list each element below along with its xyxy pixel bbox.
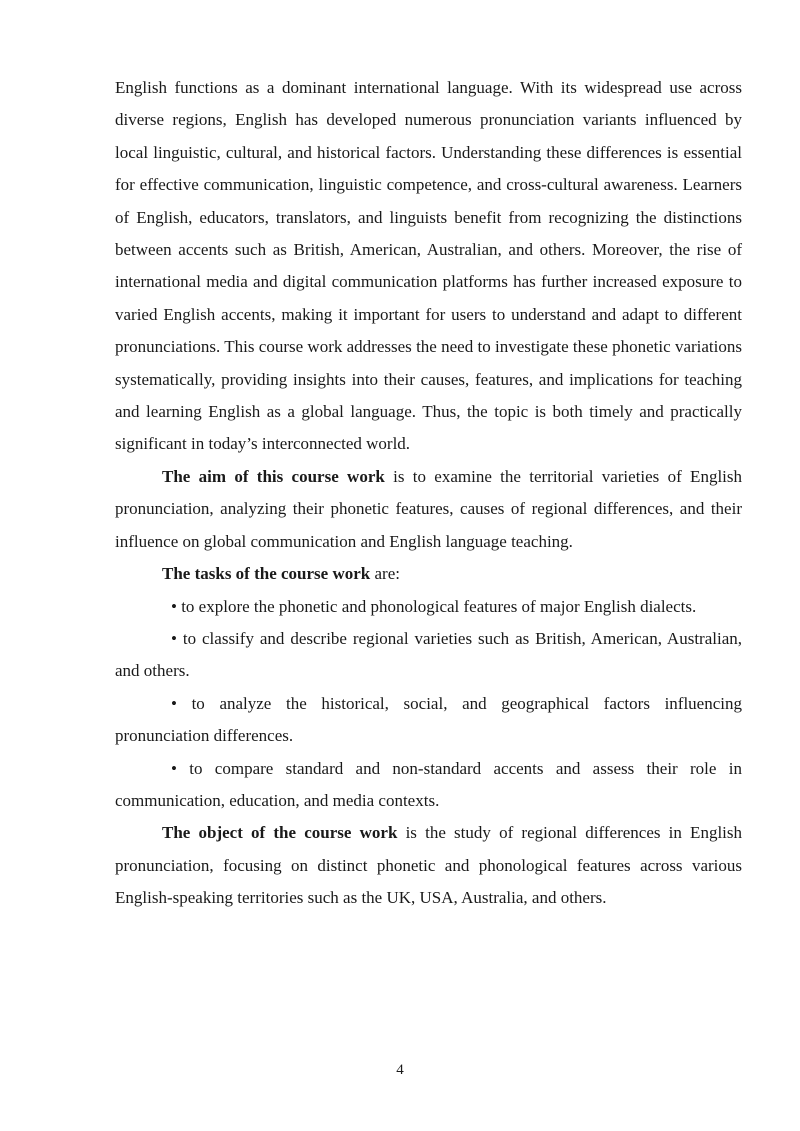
task-item: • to compare standard and non-standard accents and assess their role in communication, education, and media contexts. (115, 758, 742, 810)
task-item: • to analyze the historical, social, and geographical factors influencing pronunciation differences. (115, 693, 742, 746)
aim-text: is to examine the territorial varieties of English pronunciation, analyzing their phonetic features, causes of regional differences, and their influence on global communication and English language teaching. (115, 466, 743, 551)
page-body (115, 72, 742, 915)
page-number: 4 (396, 1062, 404, 1078)
intro-paragraph: English functions as a dominant international language. With its widespread use across diverse regions, English has developed numerous pronunciation variants influenced by local linguistic, cultural, and historical factors. Understanding these differences is essential for effective communication, linguistic competence, and cross-cultural awareness. Learners of English, educators, translators, and linguists benefit from recognizing the distinctions between accents such as British, American, Australian, and others. Moreover, the rise of international media and digital communication platforms has further increased exposure to varied English accents, making it important for users to understand and adapt to different pronunciations. This course work addresses the need to investigate these phonetic variations systematically, providing insights into their causes, features, and implications for teaching and learning English as a global language. Thus, the topic is both timely and practically significant in today’s interconnected world. (115, 78, 742, 454)
object-text: is the study of regional differences in English pronunciation, focusing on distinct phonetic and phonological features across various English-speaking territories such as the UK, USA, Australia, and others. (115, 823, 743, 908)
aim-paragraph (115, 461, 742, 558)
tasks-paragraph (115, 558, 742, 590)
aim-heading: The aim of this course work (162, 466, 385, 486)
object-heading: The object of the course work (162, 823, 398, 843)
task-item: • to classify and describe regional varieties such as British, American, Australian, and others. (115, 628, 742, 681)
task-item: • to explore the phonetic and phonological features of major English dialects. (171, 596, 697, 616)
tasks-heading: The tasks of the course work (162, 564, 371, 584)
tasks-text: are: (370, 564, 400, 584)
object-paragraph (115, 817, 742, 914)
